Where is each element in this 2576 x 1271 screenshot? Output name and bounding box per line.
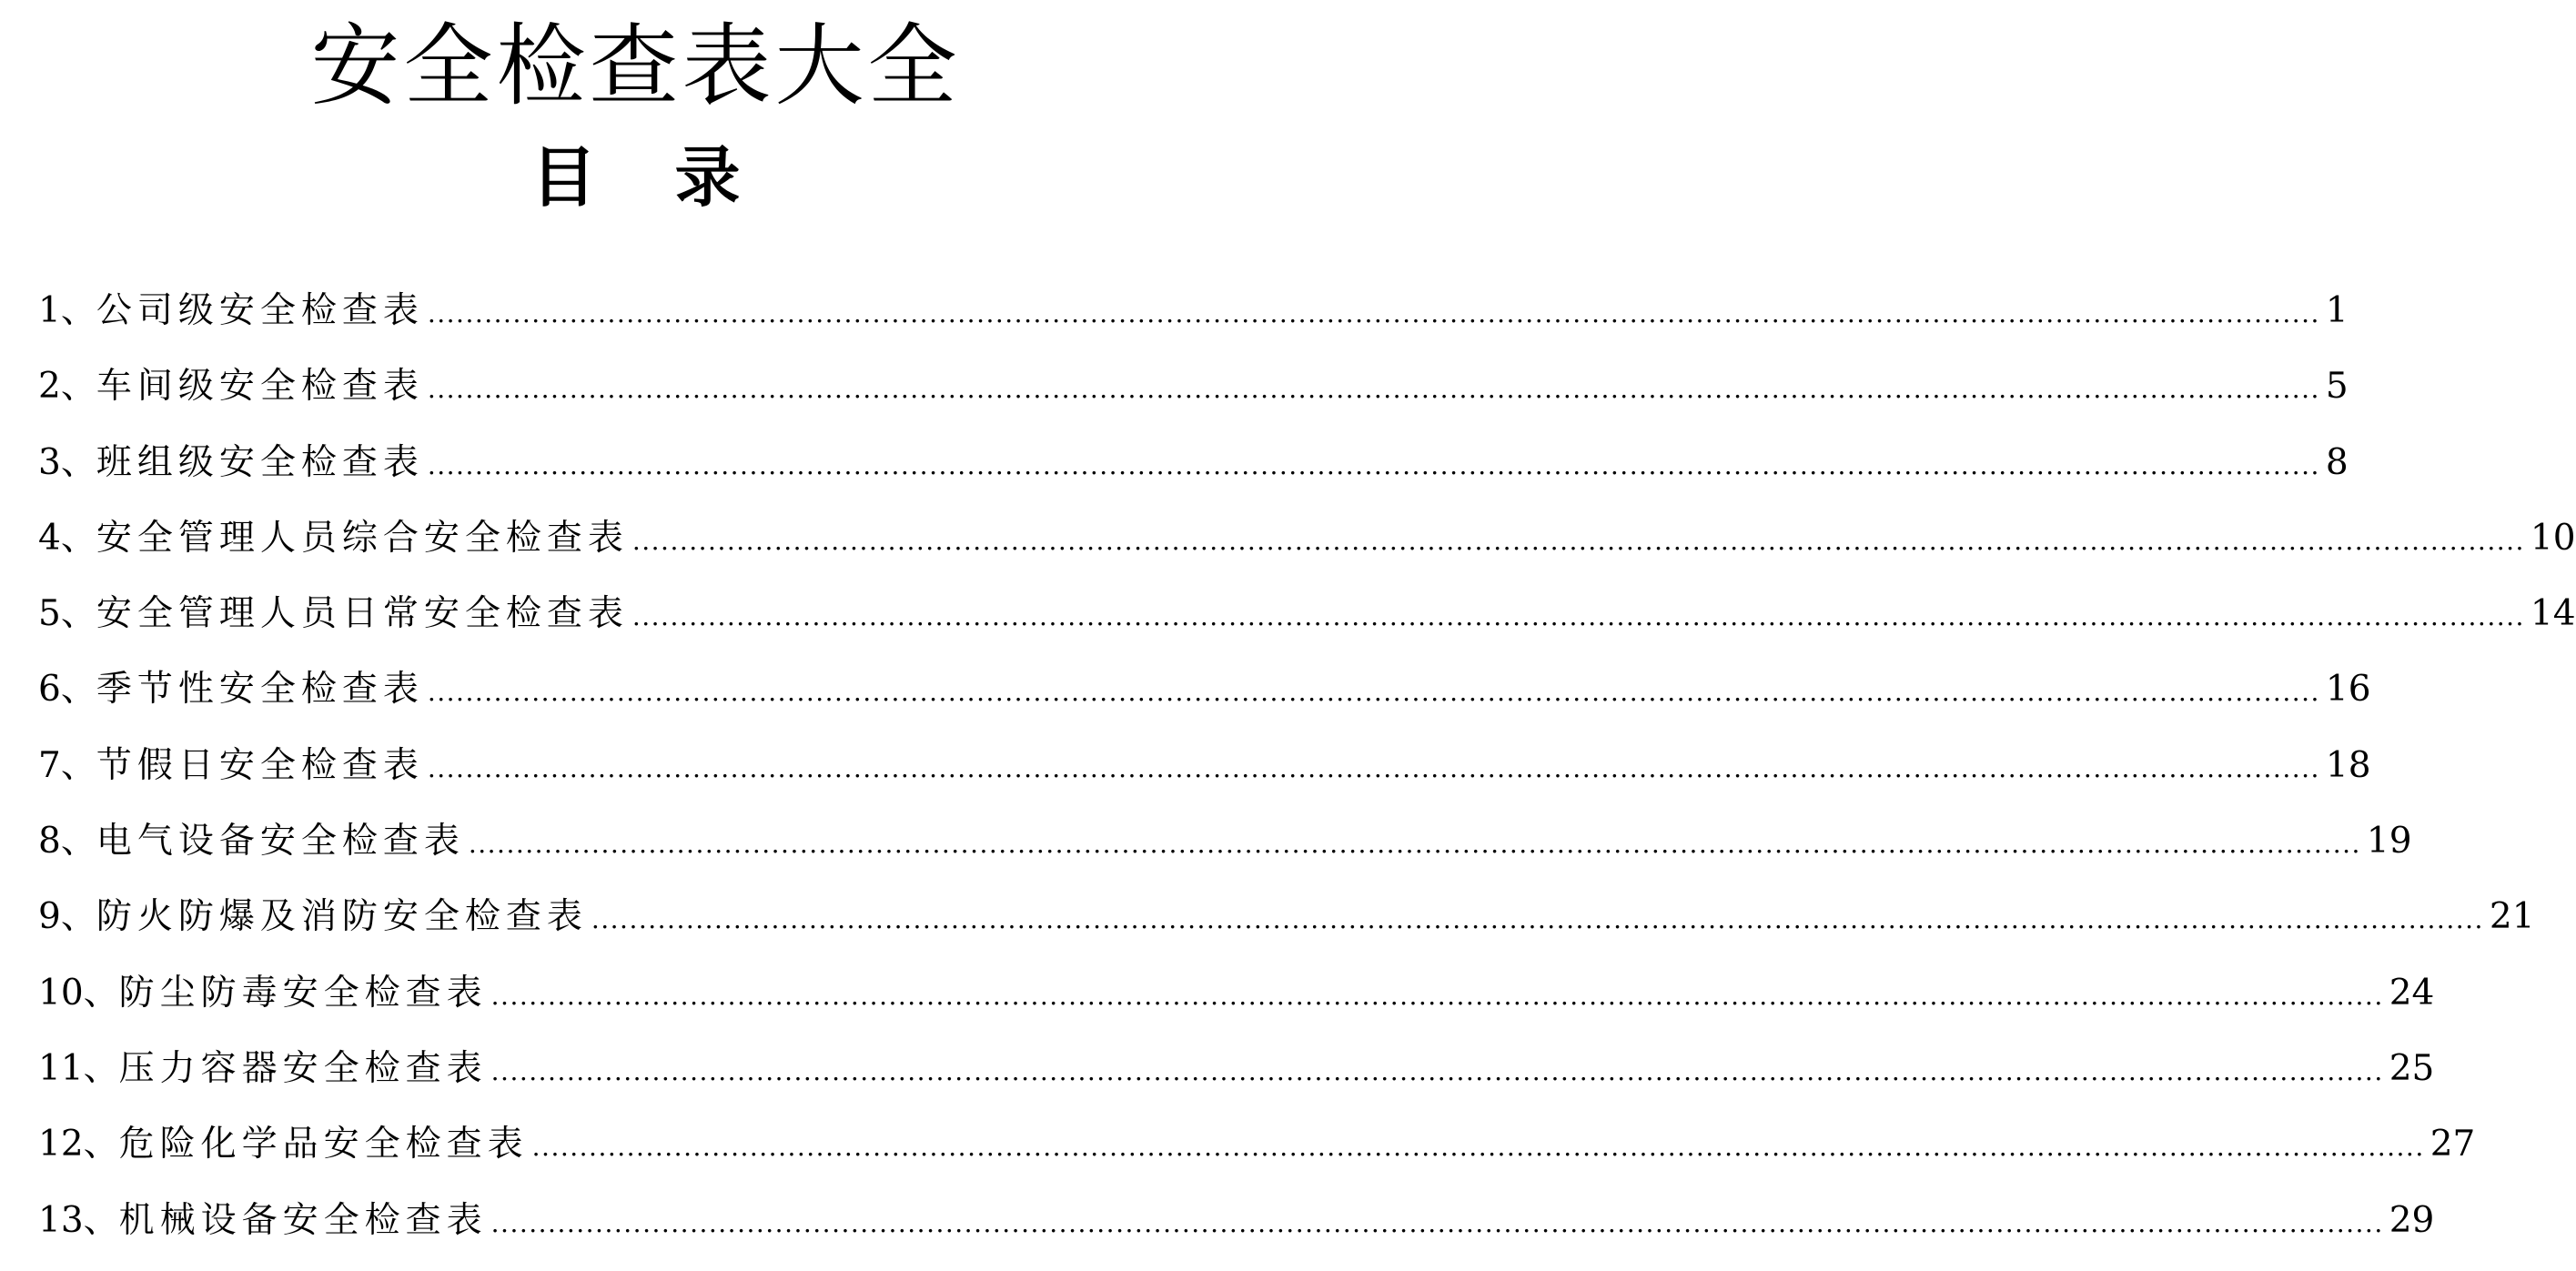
toc-entry-page: 1 bbox=[2325, 290, 2349, 331]
toc-entry-page: 19 bbox=[2366, 821, 2412, 862]
toc-entry[interactable] bbox=[38, 803, 2412, 879]
toc-entry-page: 14 bbox=[2530, 593, 2576, 635]
toc-entry-number: 5、 bbox=[38, 593, 96, 635]
toc-entry-number: 3、 bbox=[38, 441, 96, 483]
toc-entry-page: 24 bbox=[2389, 972, 2435, 1014]
toc-entry-title: 防尘防毒安全检查表 bbox=[118, 972, 488, 1014]
toc-entry-title: 防火防爆及消防安全检查表 bbox=[96, 896, 588, 938]
toc-heading bbox=[0, 136, 1271, 218]
toc-entry[interactable] bbox=[38, 1031, 2435, 1106]
toc-entry-page: 25 bbox=[2389, 1047, 2435, 1089]
toc-entry-page: 29 bbox=[2389, 1199, 2435, 1241]
toc-entry[interactable] bbox=[38, 1106, 2476, 1182]
toc-entry-page: 21 bbox=[2489, 896, 2535, 938]
toc-entry-title: 季节性安全检查表 bbox=[96, 669, 424, 711]
toc-entry-title: 班组级安全检查表 bbox=[96, 441, 424, 483]
toc-entry-title: 压力容器安全检查表 bbox=[118, 1047, 488, 1089]
toc-dot-leader: ........................................................................................................................................................................................................ bbox=[468, 829, 2361, 860]
toc-entry[interactable] bbox=[38, 348, 2349, 424]
toc-entry[interactable] bbox=[38, 955, 2435, 1031]
toc-entry-number: 9、 bbox=[38, 896, 96, 938]
toc-entry-page: 8 bbox=[2325, 441, 2349, 483]
toc-entry-title: 公司级安全检查表 bbox=[96, 290, 424, 331]
toc-entry[interactable] bbox=[38, 576, 2576, 651]
toc-entry-page: 5 bbox=[2325, 366, 2349, 408]
toc-entry-number: 7、 bbox=[38, 744, 96, 786]
toc-entry[interactable] bbox=[38, 651, 2371, 727]
toc-dot-leader: ........................................................................................................................................................................................................ bbox=[427, 374, 2320, 405]
toc-entry-title: 安全管理人员日常安全检查表 bbox=[96, 593, 629, 635]
toc-entry-title: 机械设备安全检查表 bbox=[118, 1199, 488, 1241]
toc-entry-number: 10、 bbox=[38, 972, 119, 1014]
toc-entry[interactable] bbox=[38, 728, 2371, 803]
toc-entry-page: 16 bbox=[2325, 669, 2371, 711]
toc-entry-number: 8、 bbox=[38, 821, 96, 862]
toc-entry-title: 安全管理人员综合安全检查表 bbox=[96, 517, 629, 559]
toc-dot-leader: ........................................................................................................................................................................................................ bbox=[490, 1055, 2384, 1086]
toc-entry-title: 危险化学品安全检查表 bbox=[118, 1124, 529, 1165]
toc-entry-number: 2、 bbox=[38, 366, 96, 408]
toc-entry-page: 27 bbox=[2430, 1124, 2476, 1165]
toc-entry-title: 车间级安全检查表 bbox=[96, 366, 424, 408]
document-title: 安全检查表大全 bbox=[310, 15, 961, 118]
toc-dot-leader: ........................................................................................................................................................................................................ bbox=[490, 1207, 2384, 1238]
toc-entry[interactable] bbox=[38, 273, 2349, 348]
toc-dot-leader: ........................................................................................................................................................................................................ bbox=[531, 1132, 2425, 1163]
toc-entry-title: 节假日安全检查表 bbox=[96, 744, 424, 786]
toc-entry-number: 6、 bbox=[38, 669, 96, 711]
toc-entry[interactable] bbox=[38, 425, 2349, 500]
toc-dot-leader: ........................................................................................................................................................................................................ bbox=[591, 904, 2484, 935]
toc-heading-right: 录 bbox=[674, 139, 741, 216]
toc-dot-leader: ........................................................................................................................................................................................................ bbox=[631, 525, 2525, 556]
toc-entry-number: 4、 bbox=[38, 517, 96, 559]
toc-entry-title: 电气设备安全检查表 bbox=[96, 821, 465, 862]
toc-entry[interactable] bbox=[38, 1183, 2435, 1258]
toc-entry-number: 12、 bbox=[38, 1124, 119, 1165]
toc-entry[interactable] bbox=[38, 500, 2576, 576]
toc-entry-number: 13、 bbox=[38, 1199, 119, 1241]
toc-entry[interactable] bbox=[38, 879, 2535, 954]
toc-dot-leader: ........................................................................................................................................................................................................ bbox=[631, 601, 2525, 632]
toc-dot-leader: ........................................................................................................................................................................................................ bbox=[490, 980, 2384, 1011]
toc-heading-left: 目 bbox=[530, 139, 597, 216]
toc-dot-leader: ........................................................................................................................................................................................................ bbox=[427, 752, 2320, 783]
toc-dot-leader: ........................................................................................................................................................................................................ bbox=[427, 298, 2320, 328]
toc-entry-number: 1、 bbox=[38, 290, 96, 331]
toc-entry-number: 11、 bbox=[38, 1047, 119, 1089]
toc-dot-leader: ........................................................................................................................................................................................................ bbox=[427, 449, 2320, 480]
toc-entry-page: 10 bbox=[2530, 517, 2576, 559]
toc-entry-page: 18 bbox=[2325, 744, 2371, 786]
toc-dot-leader: ........................................................................................................................................................................................................ bbox=[427, 677, 2320, 708]
toc-list bbox=[38, 273, 2576, 1258]
